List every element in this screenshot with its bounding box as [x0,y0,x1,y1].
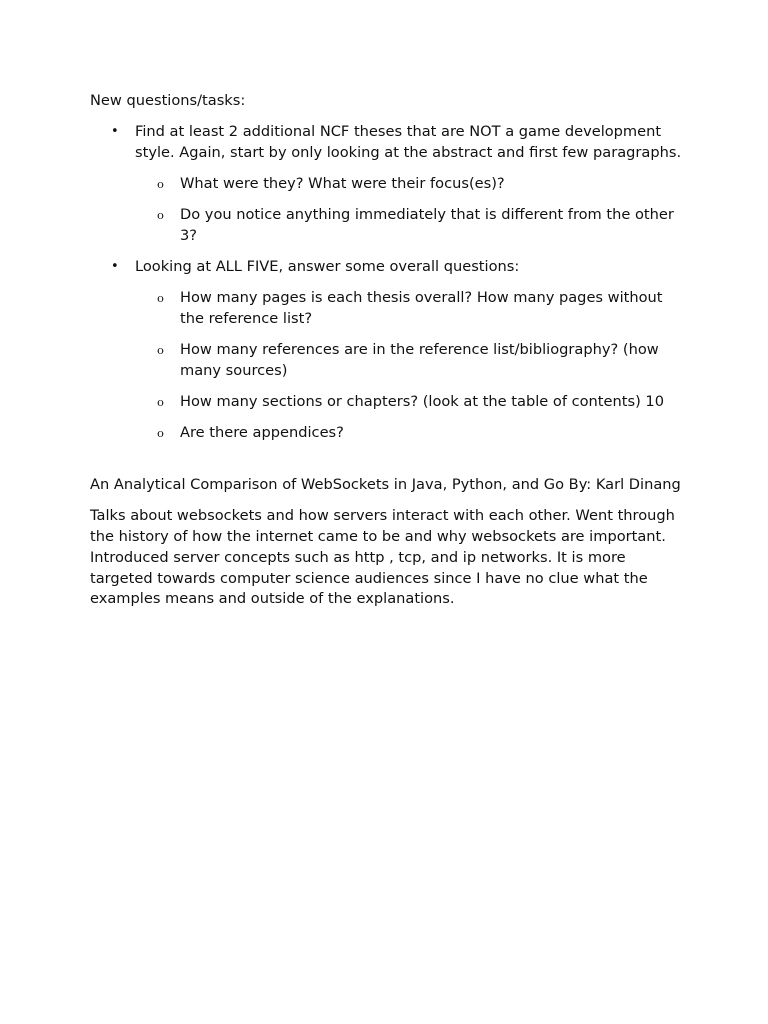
sub-task-item [135,423,685,444]
sub-task-text: Do you notice anything immediately that is different from the other 3? [180,206,674,245]
intro-heading: New questions/tasks: [90,92,246,109]
sub-task-item [135,205,685,246]
sub-task-list [135,174,685,247]
sub-task-item [135,174,685,195]
sub-task-item [135,392,685,413]
section-gap [90,455,685,476]
sub-task-item [135,288,685,329]
task-list [90,122,685,444]
circle-bullet-icon: o [157,395,164,410]
thesis-title: An Analytical Comparison of WebSockets in Java, Python, and Go By: Karl Dinang [90,476,681,494]
sub-task-text: How many sections or chapters? (look at the table of contents) 10 [180,393,664,411]
document-page [90,91,685,620]
sub-task-text: How many references are in the reference list/bibliography? (how many sources) [180,341,659,380]
sub-task-item [135,340,685,381]
circle-bullet-icon: o [157,426,164,441]
circle-bullet-icon: o [157,208,164,223]
thesis-summary: Talks about websockets and how servers interact with each other. Went through the history of how the internet came to be and why websockets are important. Introduced server concepts such as http , tcp, and ip networks. It is more targeted towards computer science audiences since I have no clue what the examples means and outside of the explanations. [90,507,675,608]
circle-bullet-icon: o [157,291,164,306]
bullet-icon: • [111,259,119,275]
bullet-icon: • [111,124,119,140]
task-item [90,122,685,247]
circle-bullet-icon: o [157,343,164,358]
task-item [90,257,685,444]
task-text: Looking at ALL FIVE, answer some overall questions: [135,258,520,276]
sub-task-list [135,288,685,444]
sub-task-text: How many pages is each thesis overall? How many pages without the reference list? [180,289,663,328]
task-text: Find at least 2 additional NCF theses that are NOT a game development style. Again, start by only looking at the abstract and first few paragraphs. [135,123,682,161]
sub-task-text: Are there appendices? [180,424,344,442]
circle-bullet-icon: o [157,177,164,192]
sub-task-text: What were they? What were their focus(es)? [180,175,505,193]
